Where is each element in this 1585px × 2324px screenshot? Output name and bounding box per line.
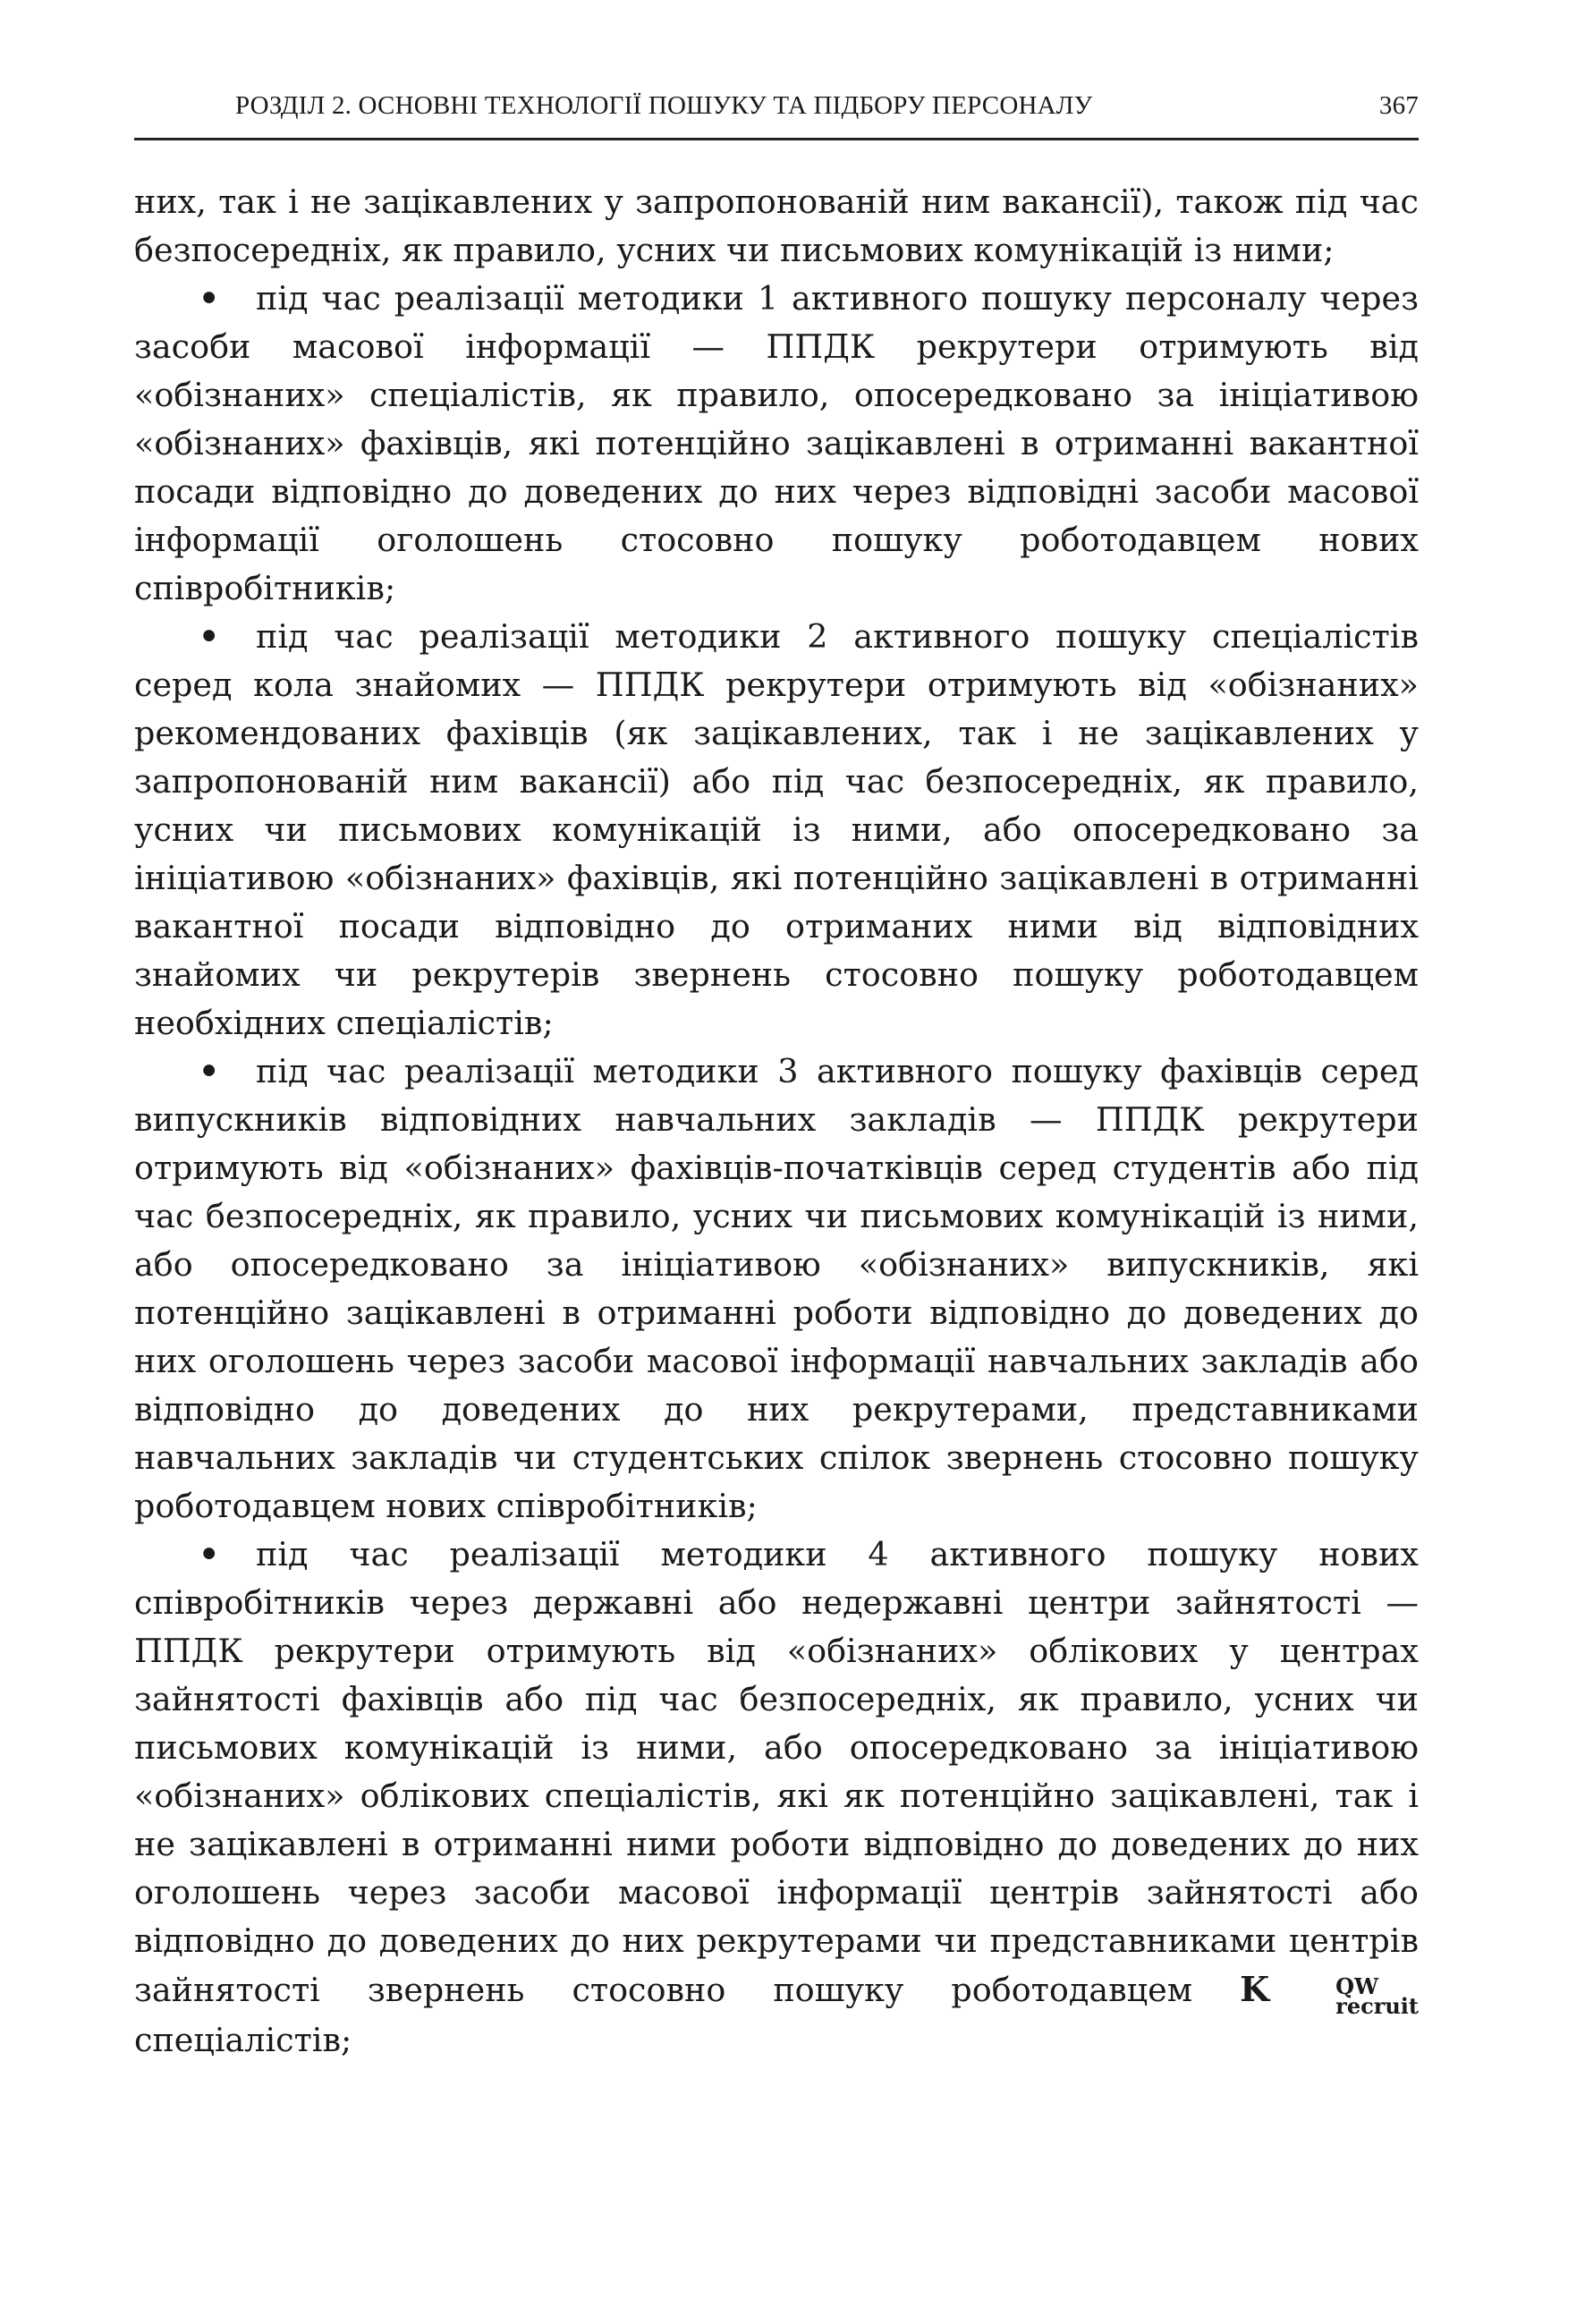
bullet-icon: • [199, 617, 220, 656]
page [134, 86, 1419, 2065]
body-text [134, 178, 1419, 2065]
chapter-title: РОЗДІЛ 2. ОСНОВНІ ТЕХНОЛОГІЇ ПОШУКУ ТА ПІДБОРУ ПЕРСОНАЛУ [235, 91, 1093, 120]
bullet-icon: • [199, 1052, 220, 1090]
bullet-text-1: під час реалізації методики 1 активного пошуку персоналу через засоби масової інформації — ППДК рекрутери отримують від «обізнаних» спеціалістів, як правило, опосередковано за ініціативою «обізнаних» фахівців, які потенційно зацікавлені в отриманні вакантної посади відповідно до доведених до них через відповідні засоби масової інформації оголошень стосовно пошуку роботодавцем нових співробітників; [134, 279, 1419, 607]
bullet-item-2 [134, 613, 1419, 1047]
formula-superscript: QW [1335, 1973, 1379, 1999]
recruit-coefficient-formula [1240, 1969, 1419, 2019]
bullet-icon: • [199, 1535, 220, 1573]
bullet-item-4 [134, 1531, 1419, 2065]
bullet-icon: • [199, 279, 220, 318]
bullet-item-1 [134, 275, 1419, 613]
intro-paragraph: них, так і не зацікавлених у запропонованій ним вакансії), також під час безпосередніх, як правило, усних чи письмових комунікацій із ними; [134, 182, 1419, 269]
formula-scripts [1271, 1973, 1419, 2019]
formula-subscript: recruit [1335, 1993, 1419, 2019]
bullet-text-4: під час реалізації методики 4 активного пошуку нових співробітників через державні або недержавні центри зайнятості — ППДК рекрутери отримують від «обізнаних» облікових у центрах зайнятості фахівців або під час безпосередніх, як правило, усних чи письмових комунікацій із ними, або опосередковано за ініціативою «обізнаних» облікових спеціалістів, які як потенційно зацікавлені, так і не зацікавлені в отриманні ними роботи відповідно до доведених до них оголошень через засоби масової інформації центрів зайнятості або відповідно до доведених до них рекрутерами чи представниками центрів зайнятості звернень стосовно пошуку роботодавцем [134, 1535, 1419, 2009]
bullet-text-3: під час реалізації методики 3 активного пошуку фахівців серед випускників відповідних навчальних закладів — ППДК рекрутери отримують від «обізнаних» фахівців-початківців серед студентів або під час безпосередніх, як правило, усних чи письмових комунікацій із ними, або опосередковано за ініціативою «обізнаних» випускників, які потенційно зацікавлені в отриманні роботи відповідно до доведених до них оголошень через засоби масової інформації навчальних закладів або відповідно до доведених до них рекрутерами, представниками навчальних закладів чи студентських спілок звернень стосовно пошуку роботодавцем нових співробітників; [134, 1052, 1419, 1525]
page-number: 367 [1378, 91, 1419, 120]
formula-base: K [1240, 1969, 1270, 2009]
bullet-item-3 [134, 1047, 1419, 1531]
bullet-text-2: під час реалізації методики 2 активного пошуку спеціалістів серед кола знайомих — ППДК рекрутери отримують від «обізнаних» рекомендованих фахівців (як зацікавлених, так і не зацікавлених у запропонованій ним вакансії) або під час безпосередніх, як правило, усних чи письмових комунікацій із ними, або опосередковано за ініціативою «обізнаних» фахівців, які потенційно зацікавлені в отриманні вакантної посади відповідно до отриманих ними від відповідних знайомих чи рекрутерів звернень стосовно пошуку роботодавцем необхідних спеціалістів; [134, 617, 1419, 1042]
bullet-text-4-end: спеціалістів; [134, 2021, 352, 2059]
running-header [134, 86, 1419, 140]
